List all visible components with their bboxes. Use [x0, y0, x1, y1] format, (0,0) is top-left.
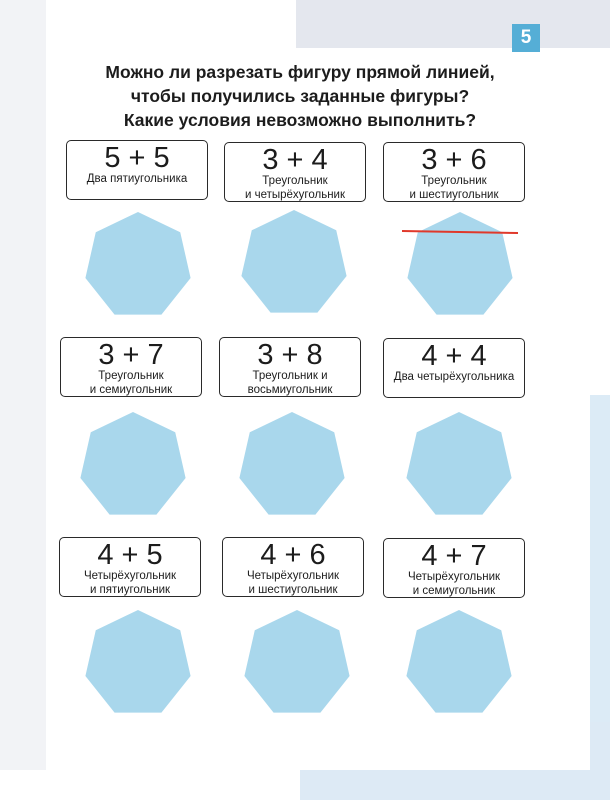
card-expression: 3 + 8: [257, 339, 323, 371]
card-description: Четырёхугольник: [407, 571, 501, 583]
heptagon-icon: [240, 210, 348, 318]
card-description: Два четырёхугольника: [393, 371, 515, 383]
card-expression: 3 + 4: [262, 144, 328, 176]
task-card-3-6: [383, 142, 525, 202]
background-top-right: [296, 0, 610, 48]
task-card-4-7: [383, 538, 525, 598]
heptagon-icon: [405, 412, 513, 520]
task-title: [30, 60, 570, 132]
red-cut-line: [402, 229, 518, 235]
task-title-line: Можно ли разрезать фигуру прямой линией,: [105, 62, 495, 82]
task-card-3-8: [219, 337, 361, 397]
card-expression: 4 + 7: [421, 540, 487, 572]
card-description: Треугольник и: [252, 370, 328, 382]
task-title-line: чтобы получились заданные фигуры?: [130, 86, 470, 106]
heptagon-icon: [84, 212, 192, 320]
card-description: и семиугольник: [89, 383, 173, 396]
card-description: восьмиугольник: [247, 383, 333, 396]
card-expression: 4 + 6: [260, 539, 326, 571]
card-description: Треугольник: [421, 175, 487, 187]
task-card-3-4: [224, 142, 366, 202]
card-description: и семиугольник: [412, 584, 496, 597]
task-card-3-7: [60, 337, 202, 397]
card-description: Четырёхугольник: [83, 570, 177, 582]
card-description: Два пятиугольника: [86, 173, 188, 185]
heptagon-icon: [79, 412, 187, 520]
background-right-strip: [590, 395, 610, 725]
card-expression: 4 + 4: [421, 340, 487, 372]
card-description: и пятиугольник: [89, 583, 171, 596]
card-description: Четырёхугольник: [246, 570, 340, 582]
page-number-badge: 5: [512, 24, 540, 52]
card-description: Треугольник: [98, 370, 164, 382]
card-expression: 5 + 5: [104, 142, 170, 174]
heptagon-icon: [238, 412, 346, 520]
card-description: и четырёхугольник: [244, 188, 346, 201]
task-title-line: Какие условия невозможно выполнить?: [123, 110, 477, 130]
card-description: и шестиугольник: [409, 188, 499, 201]
task-card-4-6: [222, 537, 364, 597]
card-expression: 3 + 6: [421, 144, 487, 176]
card-description: Треугольник: [262, 175, 328, 187]
card-expression: 4 + 5: [97, 539, 163, 571]
heptagon-icon: [405, 610, 513, 718]
task-card-4-5: [59, 537, 201, 597]
card-expression: 3 + 7: [98, 339, 164, 371]
task-card-5-5: [66, 140, 208, 200]
heptagon-icon: [84, 610, 192, 718]
card-description: и шестиугольник: [248, 583, 338, 596]
heptagon-icon: [243, 610, 351, 718]
task-card-4-4: [383, 338, 525, 398]
